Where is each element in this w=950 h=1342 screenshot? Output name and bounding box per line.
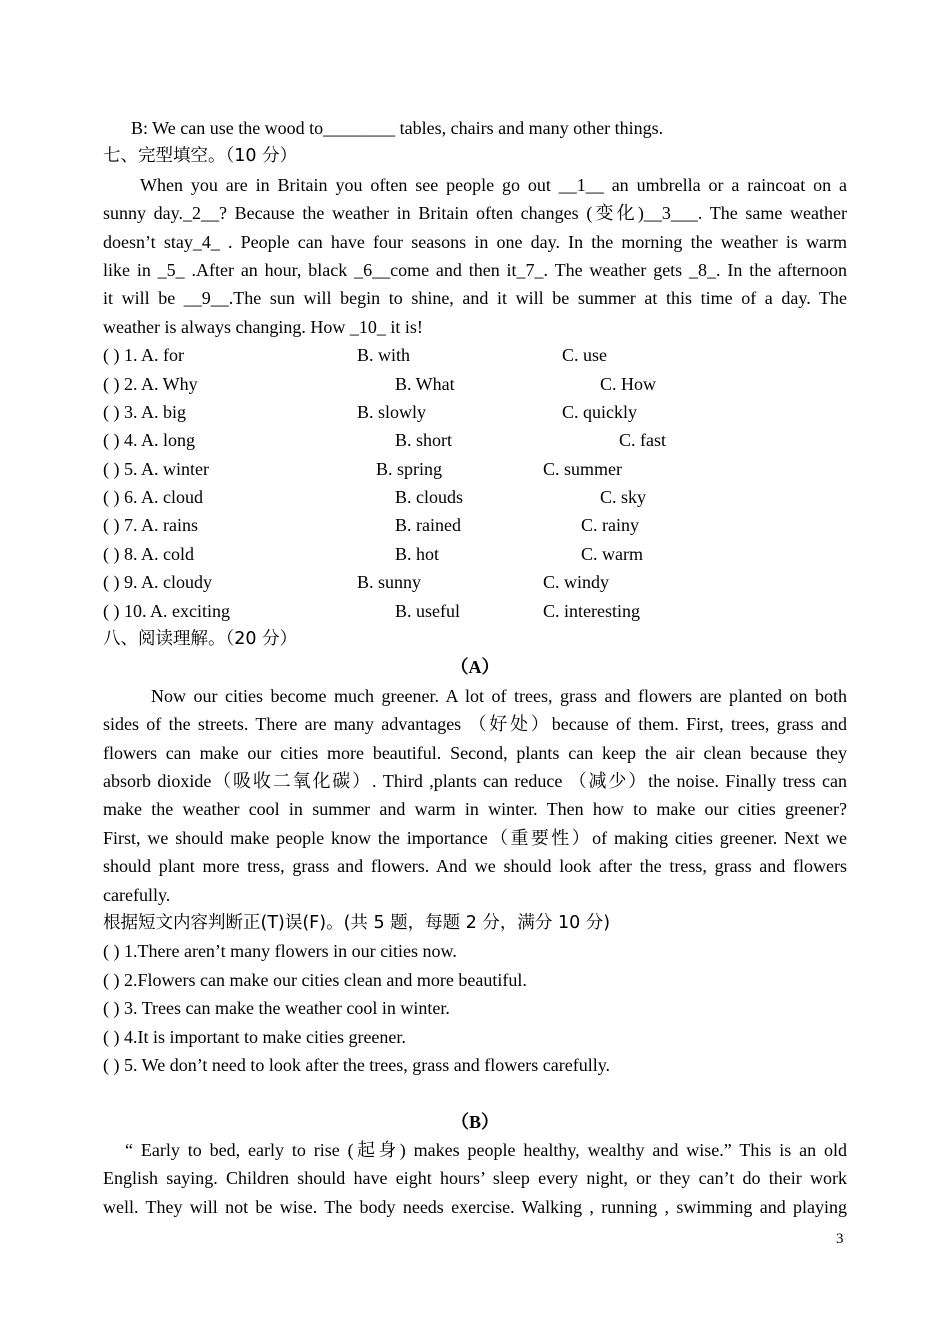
tf-item: ( ) 4.It is important to make cities greener. (103, 1026, 406, 1047)
passage-line: flowers can make our cities more beautiful. Second, plants can keep the air clean because they (103, 742, 847, 763)
option-c: C. How (600, 373, 657, 394)
option-b: B. What (395, 373, 455, 394)
passage-line: carefully. (103, 884, 171, 905)
question-stem: ( ) 6. A. cloud (103, 487, 203, 508)
option-c: C. fast (619, 430, 666, 451)
option-c: C. interesting (543, 600, 640, 621)
option-b: B. spring (376, 458, 443, 479)
tf-item: ( ) 2.Flowers can make our cities clean and more beautiful. (103, 969, 527, 990)
question-stem: ( ) 5. A. winter (103, 458, 209, 479)
document-page (103, 114, 847, 1221)
question-row (103, 483, 847, 511)
passage-line: English saying. Children should have eight hours’ sleep every night, or they can’t do their work (103, 1168, 847, 1189)
cloze-passage (103, 171, 847, 341)
option-c: C. quickly (562, 401, 637, 422)
passage-line: make the weather cool in summer and warm in winter. Then how to make our cities greener? (103, 799, 847, 820)
option-b: B. rained (395, 515, 461, 536)
question-row (103, 426, 847, 454)
question-row (103, 341, 847, 369)
section8-heading: 八、阅读理解。（20 分） (103, 629, 298, 650)
passage-line: well. They will not be wise. The body needs exercise. Walking , running , swimming and playing (103, 1196, 847, 1217)
option-b: B. hot (395, 543, 440, 564)
passage-line: Now our cities become much greener. A lot of trees, grass and flowers are planted on both (151, 685, 847, 706)
option-b: B. sunny (357, 572, 422, 593)
page-number: 3 (836, 1231, 844, 1247)
question-row (103, 540, 847, 568)
question-stem: ( ) 8. A. cold (103, 543, 194, 564)
tf-item: ( ) 1.There aren’t many flowers in our cities now. (103, 941, 457, 962)
option-c: C. rainy (581, 515, 639, 536)
passage-line: it will be __9__.The sun will begin to shine, and it will be summer at this time of a day. The (103, 288, 847, 309)
option-b: B. short (395, 430, 453, 451)
passage-line: doesn’t stay_4_ . People can have four seasons in one day. In the morning the weather is warm (103, 231, 847, 252)
question-stem: ( ) 9. A. cloudy (103, 572, 212, 593)
passage-line: sunny day._2__? Because the weather in Britain often changes (变化)__3___. The same weather (103, 203, 847, 224)
passage-line: like in _5_ .After an hour, black _6__come and then it_7_. The weather gets _8_. In the afternoon (103, 259, 847, 280)
question-row (103, 370, 847, 398)
reading-passage-a (103, 682, 847, 909)
question-stem: ( ) 7. A. rains (103, 515, 198, 536)
option-b: B. useful (395, 600, 460, 621)
option-c: C. warm (581, 543, 643, 564)
passage-line: “ Early to bed, early to rise (起身) makes people healthy, wealthy and wise.” This is an old (125, 1140, 847, 1161)
passage-line: absorb dioxide（吸收二氧化碳）. Third ,plants can reduce （减少）the noise. Finally tress can (103, 770, 847, 791)
question-row (103, 455, 847, 483)
question-row (103, 568, 847, 596)
question-stem: ( ) 10. A. exciting (103, 600, 230, 621)
question-row (103, 511, 847, 539)
blank-spacer (103, 1079, 847, 1107)
question-stem: ( ) 4. A. long (103, 430, 195, 451)
passage-line: sides of the streets. There are many advantages （好处）because of them. First, trees, grass and (103, 714, 847, 735)
passage-b-title: （B） (450, 1111, 499, 1132)
passage-line: First, we should make people know the importance（重要性）of making cities greener. Next we (103, 827, 847, 848)
passage-a-title: （A） (450, 657, 500, 678)
passage-line: When you are in Britain you often see people go out __1__ an umbrella or a raincoat on a (140, 174, 847, 195)
option-b: B. with (357, 345, 411, 366)
top-line: B: We can use the wood to________ tables, chairs and many other things. (131, 118, 664, 138)
option-c: C. windy (543, 572, 610, 593)
question-stem: ( ) 1. A. for (103, 345, 184, 366)
passage-line: weather is always changing. How _10_ it is! (103, 316, 423, 337)
option-c: C. use (562, 345, 607, 366)
question-stem: ( ) 2. A. Why (103, 373, 198, 394)
option-c: C. summer (543, 458, 622, 479)
tf-item: ( ) 3. Trees can make the weather cool in winter. (103, 998, 450, 1019)
question-stem: ( ) 3. A. big (103, 401, 186, 422)
option-b: B. slowly (357, 401, 427, 422)
true-false-items (103, 937, 847, 1079)
option-c: C. sky (600, 487, 647, 508)
section7-heading: 七、完型填空。（10 分） (103, 146, 298, 167)
reading-passage-b (103, 1136, 847, 1221)
cloze-questions (103, 341, 847, 625)
question-row (103, 597, 847, 625)
option-b: B. clouds (395, 487, 464, 508)
true-false-heading: 根据短文内容判断正(T)误(F)。(共 5 题，每题 2 分，满分 10 分) (103, 912, 611, 933)
passage-line: should plant more tress, grass and flowers. And we should look after the tress, grass and flowers (103, 856, 847, 877)
tf-item: ( ) 5. We don’t need to look after the trees, grass and flowers carefully. (103, 1054, 611, 1075)
question-row (103, 398, 847, 426)
